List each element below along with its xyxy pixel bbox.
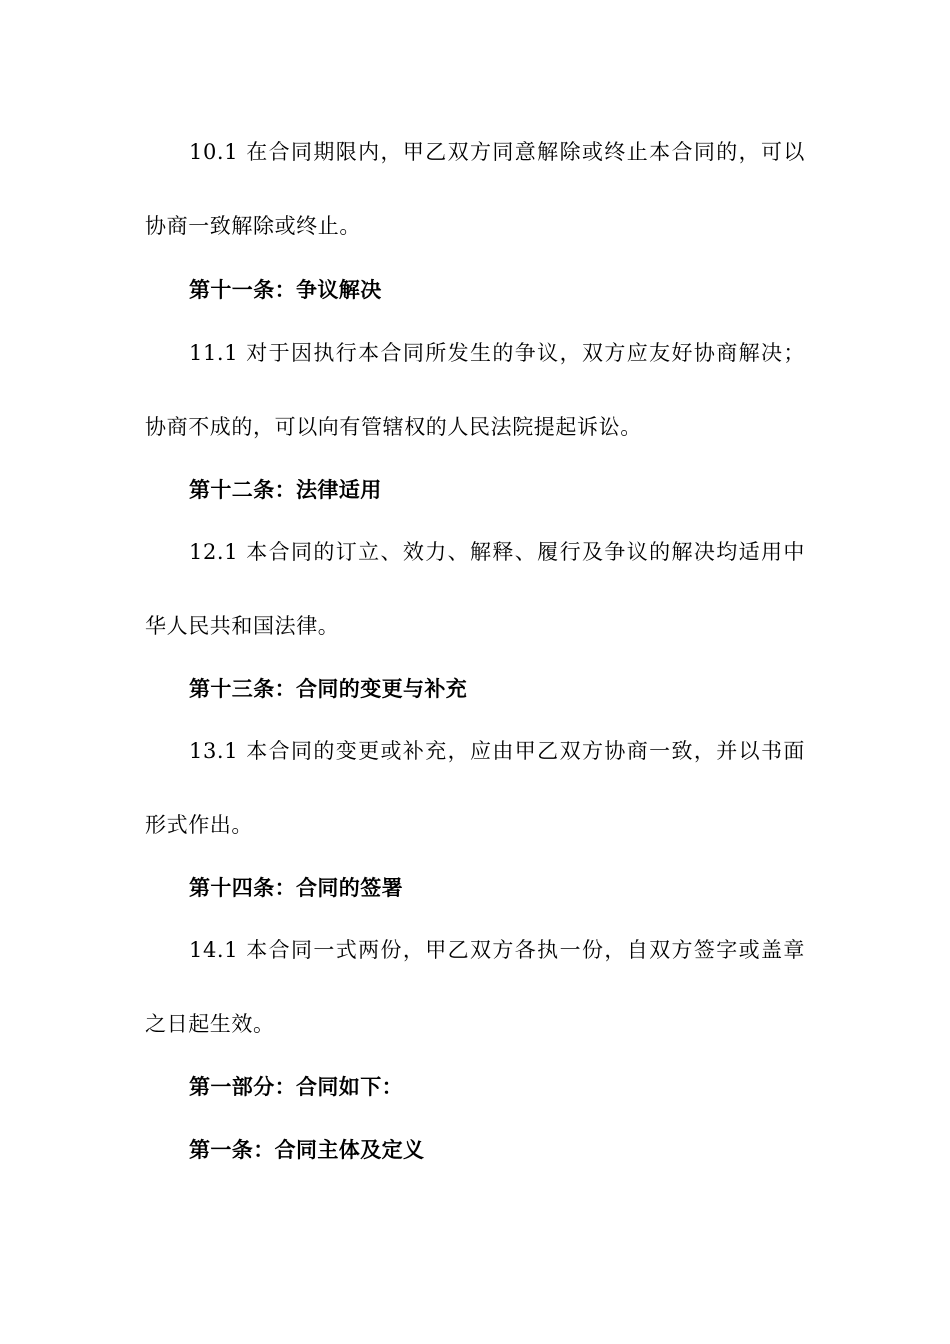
heading-article-13: 第十三条：合同的变更与补充	[189, 677, 468, 701]
clause-11-1-line-1: 11.1 对于因执行本合同所发生的争议，双方应友好协商解决；	[189, 341, 805, 365]
clause-13-1-line-1: 13.1 本合同的变更或补充，应由甲乙双方协商一致，并以书面	[189, 739, 805, 763]
clause-13-1-line-2: 形式作出。	[145, 813, 253, 837]
heading-article-14: 第十四条：合同的签署	[189, 876, 403, 900]
clause-10-1-line-2: 协商一致解除或终止。	[145, 214, 361, 238]
heading-article-1: 第一条：合同主体及定义	[189, 1138, 425, 1162]
clause-14-1-line-1: 14.1 本合同一式两份，甲乙双方各执一份，自双方签字或盖章	[189, 938, 805, 962]
heading-part-1: 第一部分：合同如下：	[189, 1075, 403, 1099]
clause-12-1-line-1: 12.1 本合同的订立、效力、解释、履行及争议的解决均适用中	[189, 540, 805, 564]
heading-article-11: 第十一条：争议解决	[189, 278, 382, 302]
clause-14-1-line-2: 之日起生效。	[145, 1012, 275, 1036]
clause-12-1-line-2: 华人民共和国法律。	[145, 614, 340, 638]
clause-10-1-line-1: 10.1 在合同期限内，甲乙双方同意解除或终止本合同的，可以	[189, 140, 805, 164]
heading-article-12: 第十二条：法律适用	[189, 478, 382, 502]
clause-11-1-line-2: 协商不成的，可以向有管辖权的人民法院提起诉讼。	[145, 415, 642, 439]
